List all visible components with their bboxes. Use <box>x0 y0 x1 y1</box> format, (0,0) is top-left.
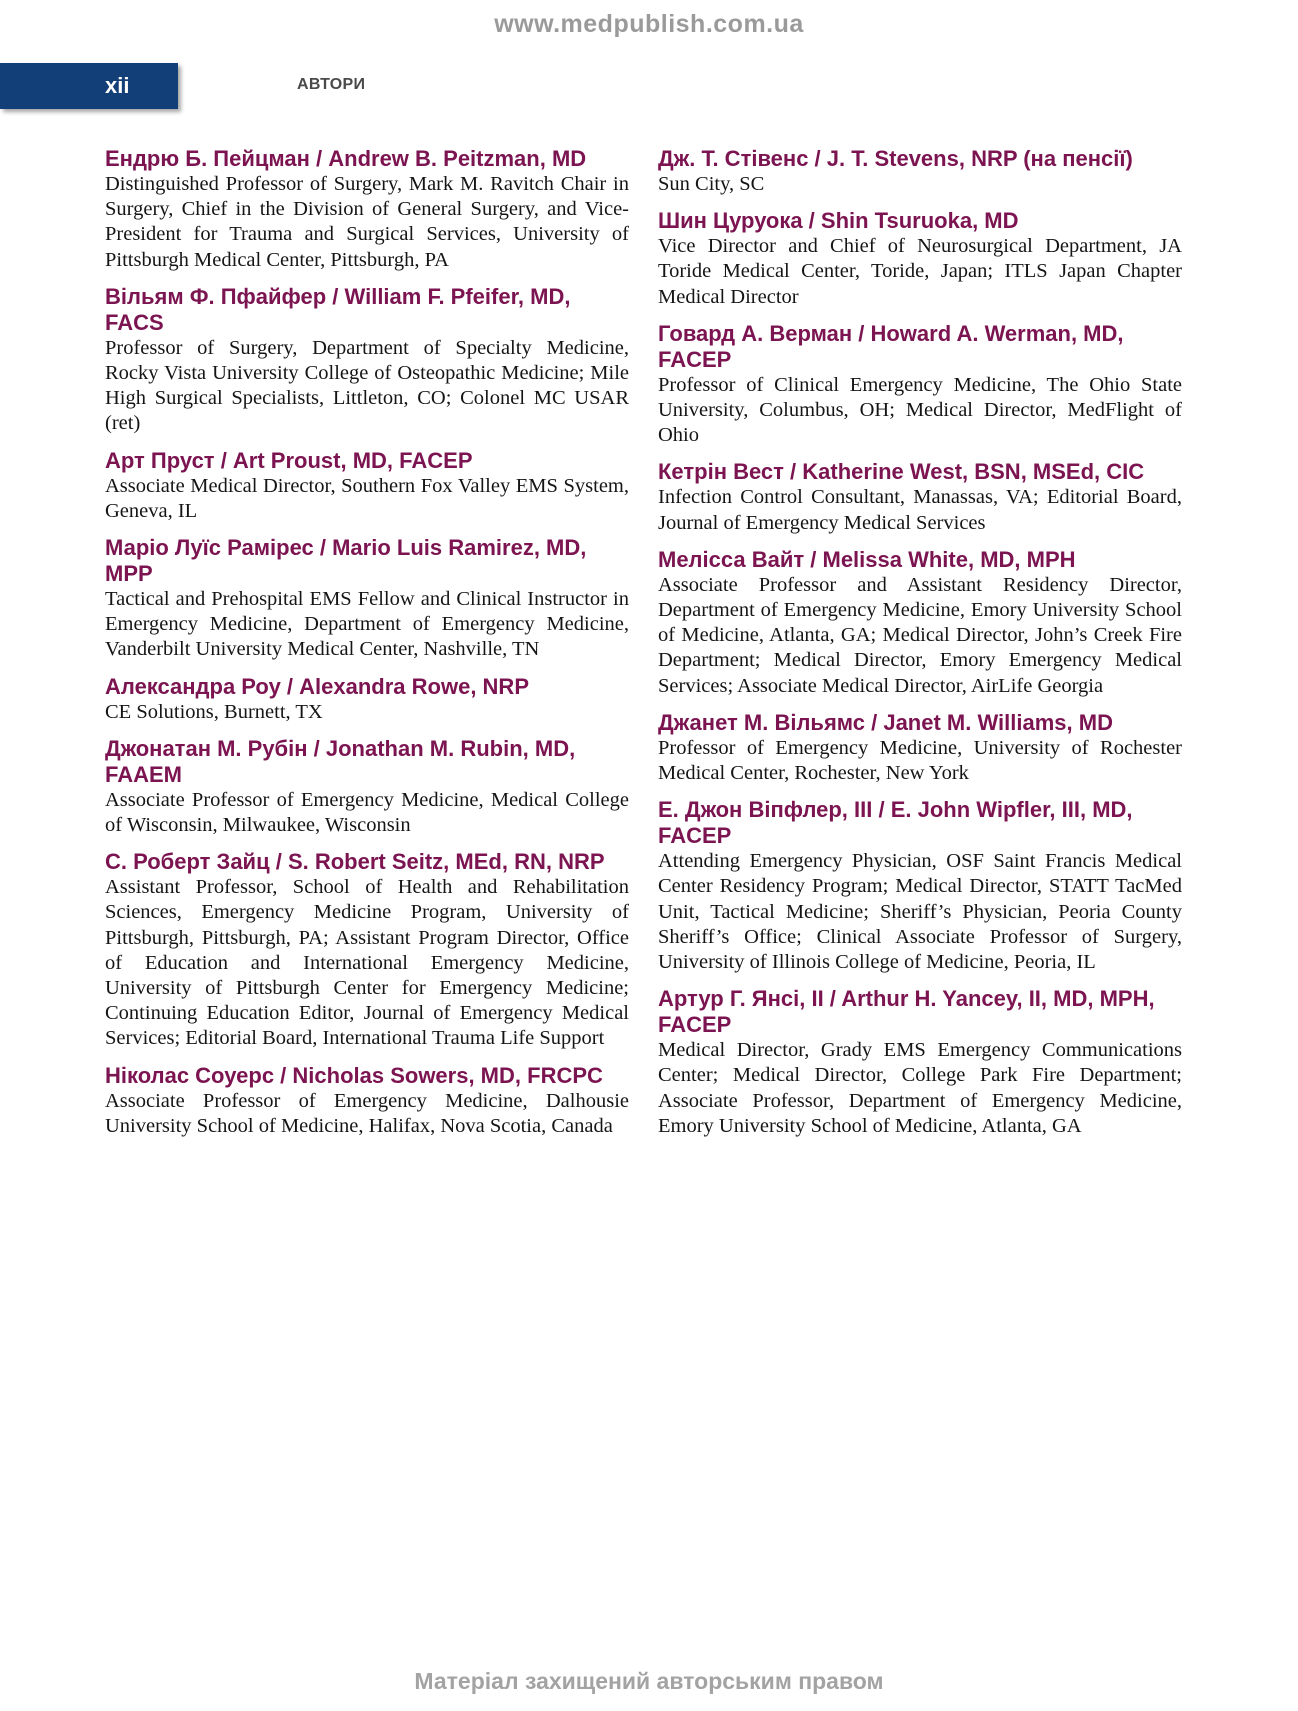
author-entry <box>658 459 1182 535</box>
author-entry <box>658 710 1182 786</box>
author-affiliation: Associate Professor of Emergency Medicine, Dalhousie University School of Medicine, Halifax, Nova Scotia, Canada <box>105 1089 629 1137</box>
author-entry <box>658 208 1182 310</box>
author-name: Е. Джон Віпфлер, III / E. John Wipfler, III, MD, FACEP <box>658 797 1133 849</box>
author-entry <box>105 448 629 524</box>
author-entry <box>105 1063 629 1139</box>
copyright-watermark: Матеріал захищений авторським правом <box>414 1668 884 1694</box>
author-entry <box>658 547 1182 699</box>
author-entry <box>658 321 1182 449</box>
author-entry <box>658 146 1182 197</box>
author-affiliation: Professor of Clinical Emergency Medicine, The Ohio State University, Columbus, OH; Medical Director, MedFlight of Ohio <box>658 373 1182 447</box>
authors-column-left <box>105 146 629 1150</box>
author-affiliation: Medical Director, Grady EMS Emergency Communications Center; Medical Director, College Park Fire Department; Associate Professor, Department of Emergency Medicine, Emory University School of Medicine, Atlanta, GA <box>658 1039 1182 1137</box>
author-name: Говард А. Верман / Howard A. Werman, MD, FACEP <box>658 320 1124 372</box>
author-entry <box>105 535 629 663</box>
author-name: Мелісса Вайт / Melissa White, MD, MPH <box>658 546 1076 572</box>
author-affiliation: Associate Medical Director, Southern Fox Valley EMS System, Geneva, IL <box>105 474 629 522</box>
authors-column-right <box>658 146 1182 1150</box>
author-entry <box>105 736 629 838</box>
author-name: С. Роберт Зайц / S. Robert Seitz, MEd, RN, NRP <box>105 849 605 875</box>
author-affiliation: Professor of Surgery, Department of Specialty Medicine, Rocky Vista University College of Osteopathic Medicine; Mile High Surgical Specialists, Littleton, CO; Colonel MC USAR (ret) <box>105 336 629 435</box>
page-number-tab <box>0 63 178 109</box>
author-entry <box>105 146 629 273</box>
author-name: Александра Роу / Alexandra Rowe, NRP <box>105 673 529 699</box>
author-entry <box>658 986 1182 1139</box>
author-name: Джанет М. Вільямс / Janet M. Williams, MD <box>658 709 1113 735</box>
author-affiliation: Assistant Professor, School of Health and Rehabilitation Sciences, Emergency Medicine Program, University of Pittsburgh, Pittsburgh, PA; Assistant Program Director, Office of Education and International Emergency Medicine, University of Pittsburgh Center for Emergency Medicine; Continuing Education Editor, Journal of Emergency Medical Services; Editorial Board, International Trauma Life Support <box>105 876 629 1050</box>
author-name: Дж. Т. Стівенс / J. T. Stevens, NRP (на пенсії) <box>658 146 1133 171</box>
author-name: Кетрін Вест / Katherine West, BSN, MSEd, CIC <box>658 459 1145 485</box>
author-affiliation: Associate Professor of Emergency Medicine, Medical College of Wisconsin, Milwaukee, Wisconsin <box>105 788 629 837</box>
author-affiliation: CE Solutions, Burnett, TX <box>105 700 323 723</box>
author-entry <box>105 674 629 725</box>
page-number: xii <box>105 73 130 98</box>
author-affiliation: Sun City, SC <box>658 173 765 195</box>
author-entry <box>105 284 629 437</box>
author-name: Вільям Ф. Пфайфер / William F. Pfeifer, MD, FACS <box>105 283 571 335</box>
author-name: Арт Пруст / Art Proust, MD, FACEP <box>105 447 473 473</box>
author-entry <box>105 849 629 1051</box>
author-name: Ендрю Б. Пейцман / Andrew B. Peitzman, MD <box>105 146 587 171</box>
author-affiliation: Associate Professor and Assistant Residency Director, Department of Emergency Medicine, Emory University School of Medicine, Atlanta, GA; Medical Director, John’s Creek Fire Department; Medical Director, Emory Emergency Medical Services; Associate Medical Director, AirLife Georgia <box>658 573 1182 697</box>
author-entry <box>658 797 1182 975</box>
author-affiliation: Attending Emergency Physician, OSF Saint Francis Medical Center Residency Program; Medical Director, STATT TacMed Unit, Tactical Medicine; Sheriff’s Physician, Peoria County Sheriff’s Office; Clinical Associate Professor of Surgery, University of Illinois College of Medicine, Peoria, IL <box>658 850 1182 974</box>
author-name: Ніколас Соуерс / Nicholas Sowers, MD, FRCPC <box>105 1062 603 1088</box>
watermark-url: www.medpublish.com.ua <box>494 10 804 38</box>
author-name: Шин Цуруока / Shin Tsuruoka, MD <box>658 208 1019 234</box>
author-affiliation: Vice Director and Chief of Neurosurgical Department, JA Toride Medical Center, Toride, Japan; ITLS Japan Chapter Medical Director <box>658 235 1182 308</box>
author-name: Джонатан М. Рубін / Jonathan M. Rubin, MD, FAAEM <box>105 735 576 787</box>
author-affiliation: Infection Control Consultant, Manassas, VA; Editorial Board, Journal of Emergency Medical Services <box>658 486 1182 534</box>
author-name: Артур Г. Янсі, II / Arthur H. Yancey, II, MD, MPH, FACEP <box>658 986 1155 1038</box>
author-affiliation: Tactical and Prehospital EMS Fellow and Clinical Instructor in Emergency Medicine, Department of Emergency Medicine, Vanderbilt University Medical Center, Nashville, TN <box>105 588 629 661</box>
section-title: АВТОРИ <box>297 76 366 93</box>
author-affiliation: Professor of Emergency Medicine, University of Rochester Medical Center, Rochester, New York <box>658 736 1182 785</box>
author-affiliation: Distinguished Professor of Surgery, Mark M. Ravitch Chair in Surgery, Chief in the Division of General Surgery, and Vice-President for Trauma and Surgical Services, University of Pittsburgh Medical Center, Pittsburgh, PA <box>105 173 629 271</box>
author-name: Маріо Луїс Рамірес / Mario Luis Ramirez, MD, MPP <box>105 535 587 587</box>
